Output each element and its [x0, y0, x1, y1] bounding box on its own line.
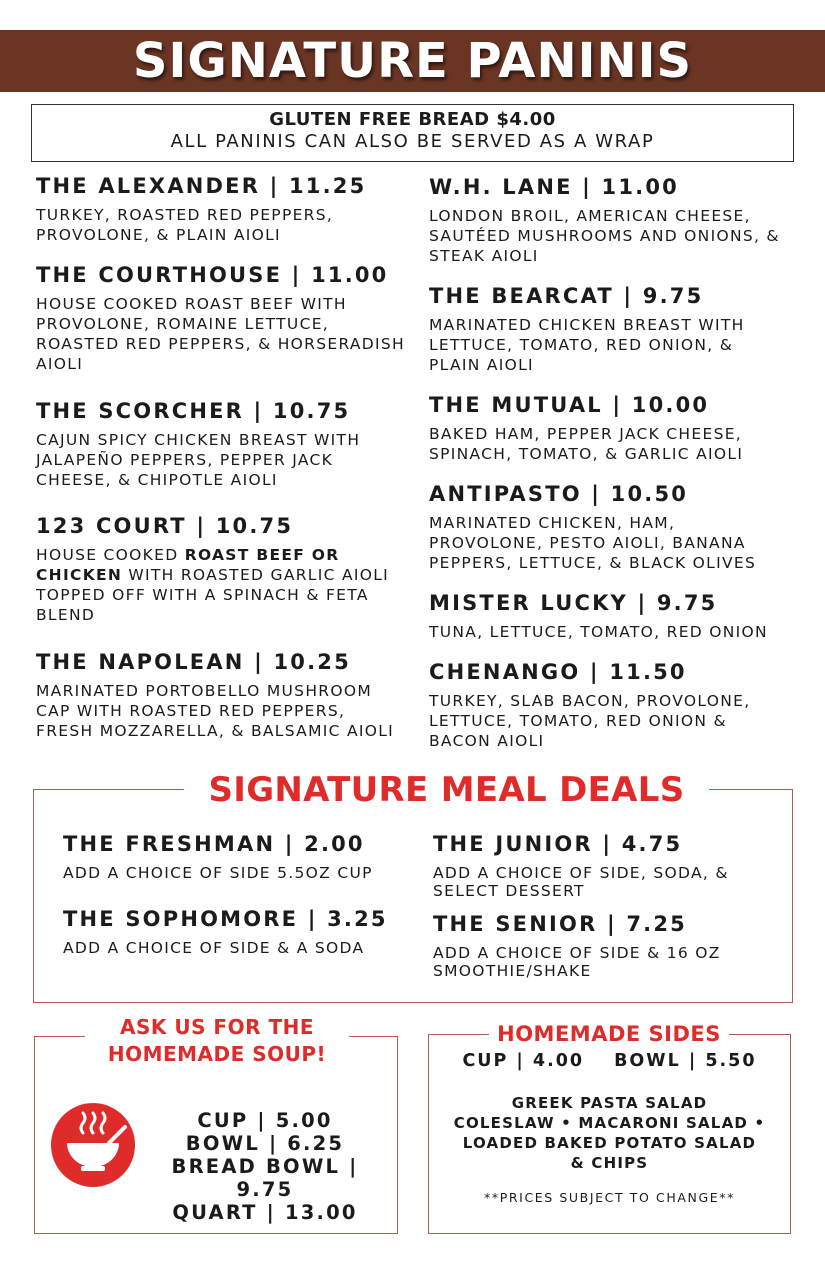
sides-list — [429, 1093, 790, 1173]
side-line: COLESLAW • MACARONI SALAD • — [453, 1114, 766, 1132]
sides-prices — [429, 1051, 790, 1071]
panini-description: TURKEY, SLAB BACON, PROVOLONE, LETTUCE, TOMATO, RED ONION & BACON AIOLI — [429, 692, 751, 750]
meal-deals-title: SIGNATURE MEAL DEALS — [184, 770, 709, 810]
panini-item — [429, 393, 789, 464]
meal-deal-description: ADD A CHOICE OF SIDE 5.5OZ CUP — [63, 864, 373, 882]
panini-item — [36, 514, 406, 625]
soup-price-bread-bowl: BREAD BOWL | 9.75 — [171, 1155, 359, 1201]
page-title: SIGNATURE PANINIS — [132, 33, 693, 89]
panini-name: THE MUTUAL | 10.00 — [429, 393, 710, 417]
soup-price-list — [143, 1109, 387, 1224]
panini-item — [36, 263, 406, 374]
panini-description: HOUSE COOKED ROAST BEEF WITH PROVOLONE, ROMAINE LETTUCE, ROASTED RED PEPPERS, & HORSERADISH AIOLI — [36, 295, 405, 373]
header-banner — [0, 30, 825, 92]
panini-item — [429, 591, 789, 642]
panini-description: MARINATED CHICKEN BREAST WITH LETTUCE, TOMATO, RED ONION, & PLAIN AIOLI — [429, 316, 745, 374]
sides-bowl-price: BOWL | 5.50 — [614, 1051, 757, 1071]
meal-deal-item — [433, 832, 753, 900]
gluten-free-price: GLUTEN FREE BREAD $4.00 — [269, 109, 556, 130]
meal-deal-name: THE SOPHOMORE | 3.25 — [63, 907, 388, 931]
prices-disclaimer: **PRICES SUBJECT TO CHANGE** — [484, 1190, 735, 1205]
panini-item — [429, 660, 789, 751]
panini-name: ANTIPASTO | 10.50 — [429, 482, 689, 506]
soup-bowl-icon — [51, 1103, 135, 1187]
panini-name: THE BEARCAT | 9.75 — [429, 284, 704, 308]
homemade-soup-box — [34, 1015, 398, 1234]
panini-name: THE NAPOLEAN | 10.25 — [36, 650, 351, 674]
meal-deal-description: ADD A CHOICE OF SIDE & 16 OZ SMOOTHIE/SHAKE — [433, 944, 721, 980]
panini-description: CAJUN SPICY CHICKEN BREAST WITH JALAPEÑO PEPPERS, PEPPER JACK CHEESE, & CHIPOTLE AIOLI — [36, 431, 361, 489]
panini-name: THE COURTHOUSE | 11.00 — [36, 263, 389, 287]
meal-deal-description: ADD A CHOICE OF SIDE & A SODA — [63, 939, 365, 957]
meal-deal-name: THE FRESHMAN | 2.00 — [63, 832, 365, 856]
wrap-notice: ALL PANINIS CAN ALSO BE SERVED AS A WRAP — [170, 131, 655, 152]
panini-name: THE ALEXANDER | 11.25 — [36, 174, 367, 198]
panini-item — [429, 482, 789, 573]
panini-name: CHENANGO | 11.50 — [429, 660, 687, 684]
panini-item — [36, 174, 406, 245]
panini-description: HOUSE COOKED ROAST BEEF OR CHICKEN WITH ROASTED GARLIC AIOLI TOPPED OFF WITH A SPINACH & FETA BLEND — [36, 546, 390, 624]
side-line: GREEK PASTA SALAD — [511, 1094, 708, 1112]
soup-price-quart: QUART | 13.00 — [172, 1201, 358, 1224]
side-line: & CHIPS — [570, 1154, 649, 1172]
panini-description: BAKED HAM, PEPPER JACK CHEESE, SPINACH, TOMATO, & GARLIC AIOLI — [429, 425, 744, 463]
panini-item — [36, 650, 408, 741]
homemade-sides-box — [428, 1022, 791, 1234]
panini-name: W.H. LANE | 11.00 — [429, 175, 679, 199]
meal-deal-name: THE SENIOR | 7.25 — [433, 912, 687, 936]
soup-price-bowl: BOWL | 6.25 — [185, 1132, 345, 1155]
gluten-free-notice — [31, 104, 794, 162]
soup-price-cup: CUP | 5.00 — [197, 1109, 333, 1132]
sides-title: HOMEMADE SIDES — [489, 1021, 729, 1047]
meal-deal-name: THE JUNIOR | 4.75 — [433, 832, 683, 856]
panini-description: TURKEY, ROASTED RED PEPPERS, PROVOLONE, & PLAIN AIOLI — [36, 206, 334, 244]
meal-deals-box — [33, 770, 793, 1003]
panini-description: MARINATED PORTOBELLO MUSHROOM CAP WITH ROASTED RED PEPPERS, FRESH MOZZARELLA, & BALSAMIC AIOLI — [36, 682, 395, 740]
panini-description: LONDON BROIL, AMERICAN CHEESE, SAUTÉED MUSHROOMS AND ONIONS, & STEAK AIOLI — [429, 207, 780, 265]
meal-deal-description: ADD A CHOICE OF SIDE, SODA, & SELECT DESSERT — [433, 864, 729, 900]
panini-item — [429, 175, 789, 266]
panini-item — [36, 399, 406, 490]
meal-deal-item — [433, 912, 753, 980]
meal-deal-item — [63, 832, 403, 882]
panini-description: TUNA, LETTUCE, TOMATO, RED ONION — [429, 623, 768, 641]
sides-cup-price: CUP | 4.00 — [462, 1051, 585, 1071]
panini-name: MISTER LUCKY | 9.75 — [429, 591, 718, 615]
meal-deal-item — [63, 907, 403, 957]
panini-description: MARINATED CHICKEN, HAM, PROVOLONE, PESTO AIOLI, BANANA PEPPERS, LETTUCE, & BLACK OLIVES — [429, 514, 757, 572]
soup-title: ASK US FOR THE HOMEMADE SOUP! — [85, 1014, 349, 1068]
side-line: LOADED BAKED POTATO SALAD — [462, 1134, 757, 1152]
panini-item — [429, 284, 789, 375]
panini-name: THE SCORCHER | 10.75 — [36, 399, 351, 423]
panini-name: 123 COURT | 10.75 — [36, 514, 294, 538]
